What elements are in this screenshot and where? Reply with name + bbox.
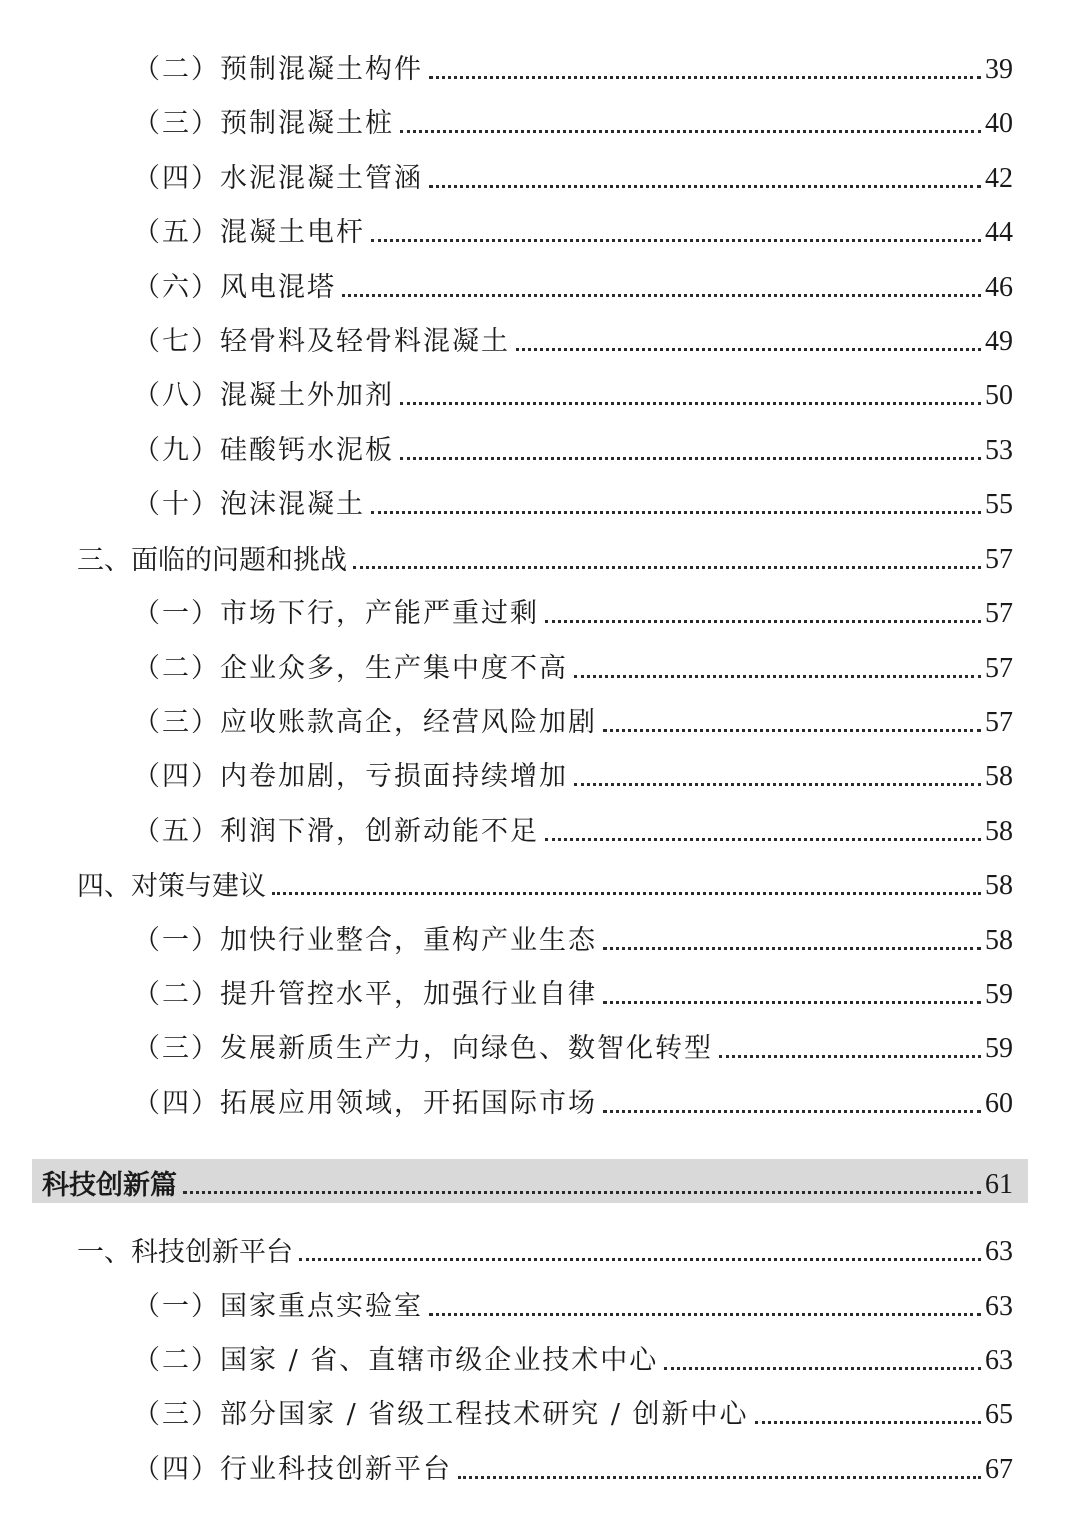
toc-entry-title: 科技创新篇 xyxy=(42,1170,177,1200)
toc-entry-title: （五）混凝土电杆 xyxy=(133,217,365,248)
toc-entry-title: （四）内卷加剧，亏损面持续增加 xyxy=(133,761,568,792)
toc-entry-page: 63 xyxy=(985,1236,1013,1267)
toc-entry[interactable] xyxy=(133,1447,1013,1487)
dot-leader xyxy=(458,1476,981,1479)
toc-entry-page: 55 xyxy=(985,489,1013,520)
dot-leader xyxy=(664,1367,981,1370)
toc-entry[interactable] xyxy=(133,1081,1013,1121)
toc-entry-title: （三）部分国家 / 省级工程技术研究 / 创新中心 xyxy=(133,1399,749,1430)
toc-entry-page: 39 xyxy=(985,54,1013,85)
toc-entry[interactable] xyxy=(133,754,1013,794)
toc-entry-page: 57 xyxy=(985,653,1013,684)
toc-entry-title: （四）行业科技创新平台 xyxy=(133,1454,452,1485)
toc-entry[interactable] xyxy=(133,1284,1013,1324)
toc-entry-page: 65 xyxy=(985,1399,1013,1430)
toc-entry-page: 58 xyxy=(985,761,1013,792)
dot-leader xyxy=(342,294,981,297)
toc-chapter-entry[interactable] xyxy=(77,863,1013,903)
dot-leader xyxy=(574,783,981,786)
toc-entry[interactable] xyxy=(133,972,1013,1012)
toc-entry-title: （五）利润下滑，创新动能不足 xyxy=(133,816,539,847)
toc-entry-page: 63 xyxy=(985,1345,1013,1376)
dot-leader xyxy=(574,675,981,678)
toc-entry-page: 58 xyxy=(985,870,1013,901)
toc-entry-page: 44 xyxy=(985,217,1013,248)
toc-entry-title: （九）硅酸钙水泥板 xyxy=(133,435,394,466)
toc-entry[interactable] xyxy=(133,210,1013,250)
toc-entry-title: （二）企业众多，生产集中度不高 xyxy=(133,653,568,684)
toc-entry-page: 59 xyxy=(985,979,1013,1010)
toc-entry[interactable] xyxy=(133,482,1013,522)
toc-entry-title: （一）加快行业整合，重构产业生态 xyxy=(133,925,597,956)
toc-entry-title: （三）预制混凝土桩 xyxy=(133,108,394,139)
toc-entry[interactable] xyxy=(133,319,1013,359)
toc-entry-title: （二）国家 / 省、直辖市级企业技术中心 xyxy=(133,1345,659,1376)
dot-leader xyxy=(400,130,981,133)
dot-leader xyxy=(400,402,981,405)
dot-leader xyxy=(400,457,981,460)
toc-entry-page: 58 xyxy=(985,925,1013,956)
toc-entry[interactable] xyxy=(133,918,1013,958)
toc-entry[interactable] xyxy=(133,809,1013,849)
toc-entry-page: 63 xyxy=(985,1291,1013,1322)
dot-leader xyxy=(603,1110,981,1113)
toc-entry-title: （二）预制混凝土构件 xyxy=(133,54,423,85)
toc-entry[interactable] xyxy=(133,156,1013,196)
toc-entry-page: 67 xyxy=(985,1454,1013,1485)
toc-entry-title: （四）水泥混凝土管涵 xyxy=(133,163,423,194)
toc-entry-title: （六）风电混塔 xyxy=(133,272,336,303)
toc-entry-page: 60 xyxy=(985,1088,1013,1119)
toc-entry-page: 57 xyxy=(985,598,1013,629)
dot-leader xyxy=(603,947,981,950)
toc-entry-title: （八）混凝土外加剂 xyxy=(133,380,394,411)
dot-leader xyxy=(603,729,981,732)
toc-entry[interactable] xyxy=(133,47,1013,87)
dot-leader xyxy=(371,239,981,242)
dot-leader xyxy=(755,1421,981,1424)
toc-entry-page: 57 xyxy=(985,707,1013,738)
toc-entry-title: （七）轻骨料及轻骨料混凝土 xyxy=(133,326,510,357)
toc-entry-title: 四、对策与建议 xyxy=(77,871,266,901)
toc-chapter-entry[interactable] xyxy=(77,537,1013,577)
toc-entry-title: （四）拓展应用领域，开拓国际市场 xyxy=(133,1088,597,1119)
toc-entry-page: 42 xyxy=(985,163,1013,194)
toc-entry-title: （一）市场下行，产能严重过剩 xyxy=(133,598,539,629)
dot-leader xyxy=(429,185,981,188)
toc-entry-page: 49 xyxy=(985,326,1013,357)
toc-entry-page: 40 xyxy=(985,108,1013,139)
toc-entry-page: 58 xyxy=(985,816,1013,847)
toc-entry[interactable] xyxy=(133,646,1013,686)
dot-leader xyxy=(353,566,981,569)
toc-entry[interactable] xyxy=(133,700,1013,740)
toc-entry-title: 三、面临的问题和挑战 xyxy=(77,545,347,575)
dot-leader xyxy=(429,76,981,79)
dot-leader xyxy=(299,1258,981,1261)
dot-leader xyxy=(545,620,981,623)
dot-leader xyxy=(371,511,981,514)
dot-leader xyxy=(719,1055,981,1058)
dot-leader xyxy=(603,1001,981,1004)
toc-entry[interactable] xyxy=(133,101,1013,141)
toc-entry-title: （三）应收账款高企，经营风险加剧 xyxy=(133,707,597,738)
toc-entry-page: 46 xyxy=(985,272,1013,303)
dot-leader xyxy=(545,838,981,841)
toc-entry-title: 一、科技创新平台 xyxy=(77,1237,293,1267)
dot-leader xyxy=(183,1191,981,1194)
dot-leader xyxy=(429,1313,981,1316)
toc-entry-title: （一）国家重点实验室 xyxy=(133,1291,423,1322)
toc-entry[interactable] xyxy=(133,265,1013,305)
toc-entry-title: （三）发展新质生产力，向绿色、数智化转型 xyxy=(133,1033,713,1064)
dot-leader xyxy=(516,348,981,351)
toc-entry[interactable] xyxy=(133,1338,1013,1378)
toc-entry-title: （二）提升管控水平，加强行业自律 xyxy=(133,979,597,1010)
toc-entry[interactable] xyxy=(133,1026,1013,1066)
toc-entry-page: 50 xyxy=(985,380,1013,411)
toc-entry[interactable] xyxy=(133,1392,1013,1432)
toc-entry-page: 61 xyxy=(985,1169,1013,1200)
toc-entry-title: （十）泡沫混凝土 xyxy=(133,489,365,520)
toc-entry-page: 53 xyxy=(985,435,1013,466)
toc-entry-page: 57 xyxy=(985,544,1013,575)
toc-entry[interactable] xyxy=(133,591,1013,631)
toc-chapter-entry[interactable] xyxy=(77,1229,1013,1269)
toc-entry[interactable] xyxy=(133,373,1013,413)
dot-leader xyxy=(272,892,981,895)
toc-entry-page: 59 xyxy=(985,1033,1013,1064)
toc-entry[interactable] xyxy=(133,428,1013,468)
toc-part-entry[interactable] xyxy=(42,1162,1013,1202)
